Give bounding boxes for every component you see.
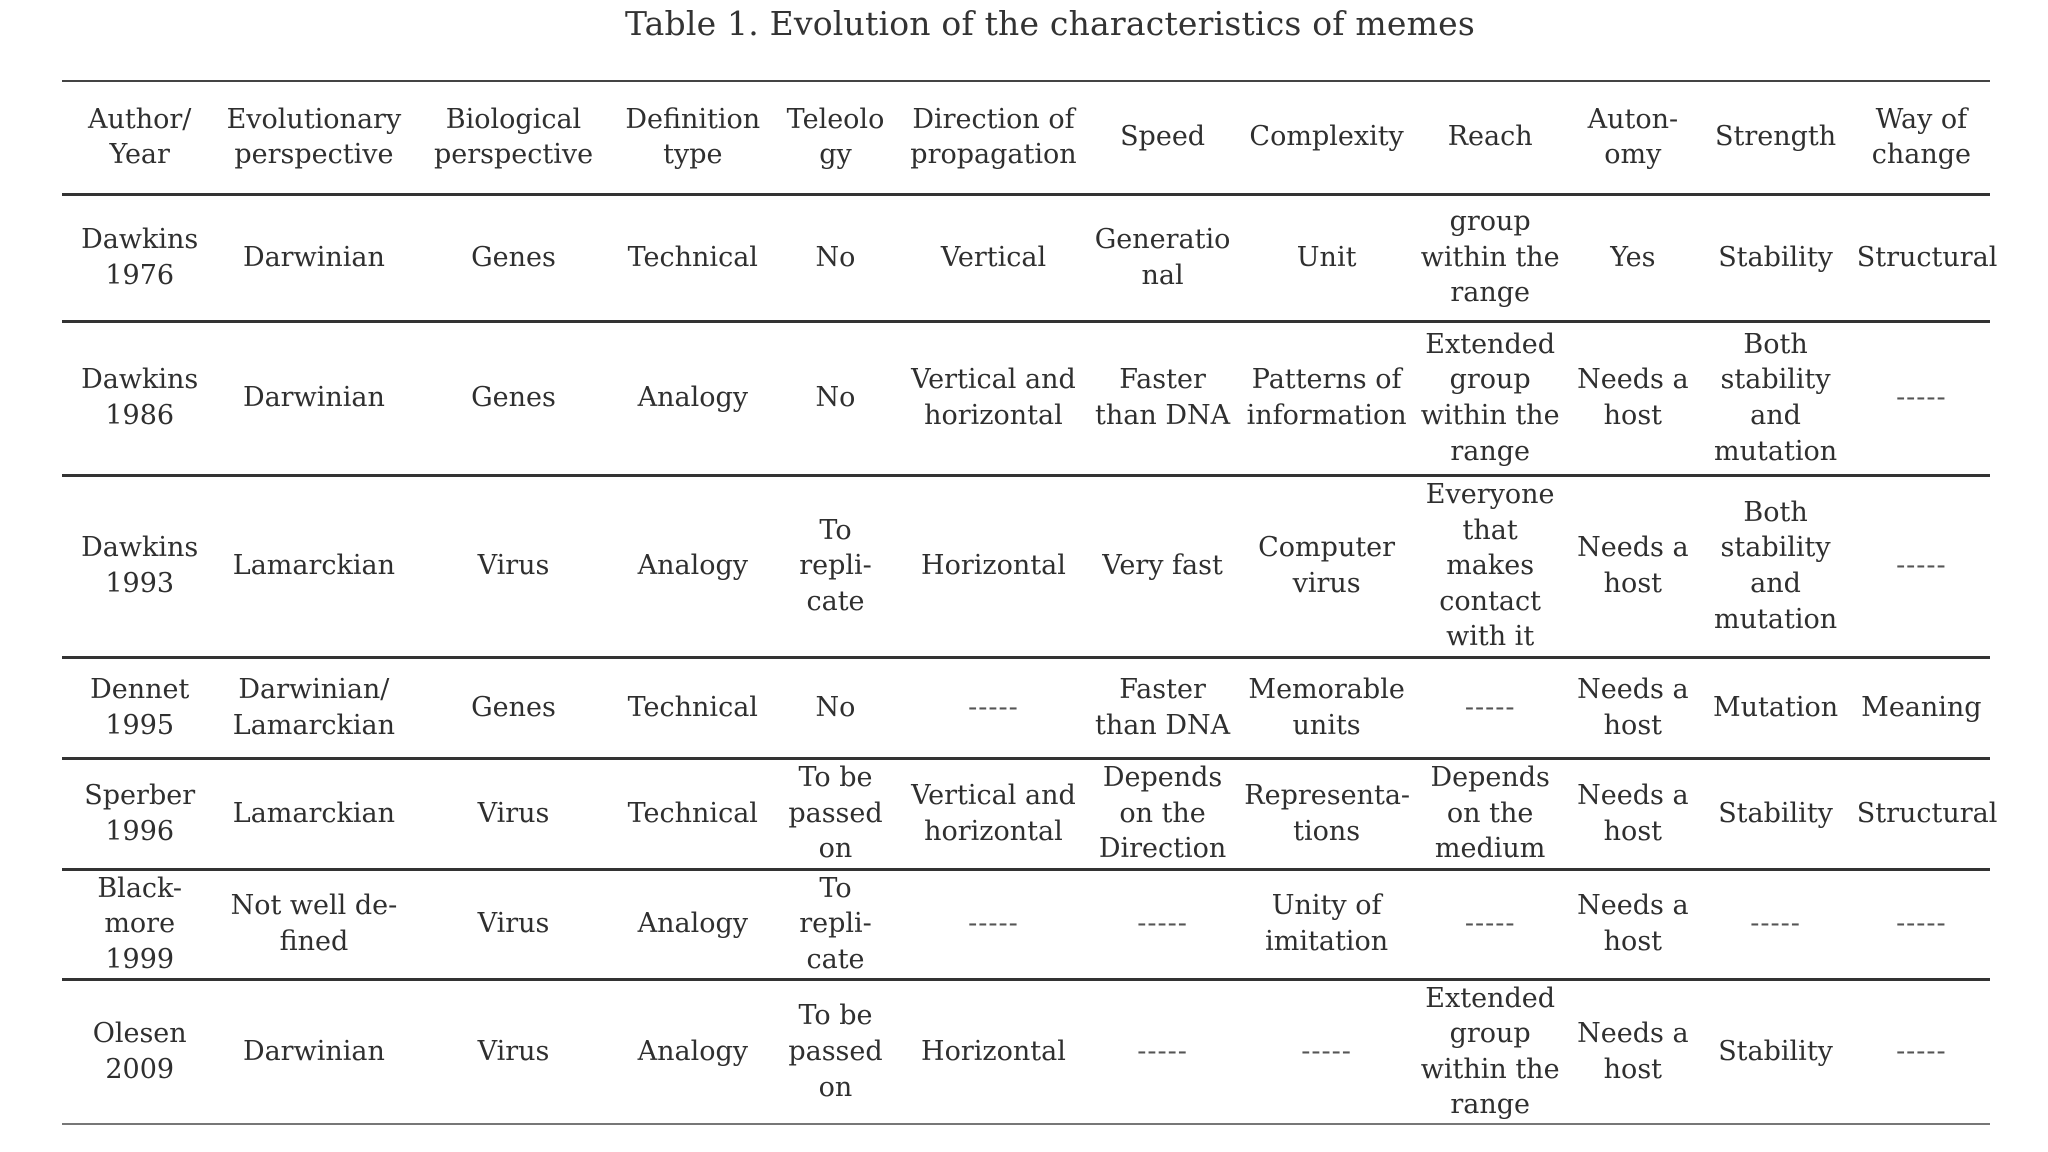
cell-author-year: Dennet 1995 (90, 673, 190, 741)
cell-direction-of-propagation: ----- (968, 691, 1019, 723)
cell-autonomy: Needs a host (1577, 1018, 1689, 1085)
cell-definition-type: Analogy (637, 550, 748, 582)
header-complexity: Complexity (1249, 121, 1404, 153)
header-evolutionary-perspective: Evolutionary perspective (226, 103, 402, 171)
header-biological-perspective: Biological perspective (433, 103, 594, 171)
cell-complexity: Memorable units (1248, 673, 1405, 741)
table-row (62, 194, 1990, 321)
cell-evolutionary-perspective: Lamarckian (232, 797, 396, 829)
cell-evolutionary-perspective: Darwinian (242, 241, 385, 273)
cell-autonomy: Needs a host (1577, 779, 1689, 847)
header-author-year: Author/ Year (88, 103, 192, 171)
cell-autonomy: Needs a host (1577, 890, 1689, 957)
cell-complexity: Computer virus (1258, 532, 1396, 599)
cell-author-year: Dawkins 1976 (81, 223, 199, 291)
cell-way-of-change: ----- (1896, 908, 1947, 940)
cell-complexity: Representa- tions (1244, 779, 1411, 847)
cell-teleology: No (815, 241, 856, 273)
cell-biological-perspective: Genes (471, 382, 556, 414)
cell-reach: ----- (1464, 691, 1516, 723)
cell-way-of-change: Meaning (1861, 691, 1982, 723)
cell-way-of-change: Structural (1856, 797, 1998, 829)
cell-complexity: Unity of imitation (1265, 890, 1389, 957)
cell-complexity: Patterns of information (1246, 364, 1407, 431)
cell-autonomy: Yes (1610, 241, 1656, 273)
cell-speed: Very fast (1102, 550, 1223, 582)
cell-reach: Everyone that makes contact with it (1425, 478, 1555, 653)
table-row (62, 321, 1990, 475)
cell-speed: ----- (1137, 908, 1188, 940)
cell-teleology: To be passed on (788, 762, 883, 865)
table-body (62, 194, 1998, 1124)
cell-complexity: ----- (1301, 1035, 1352, 1067)
header-direction-of-propagation: Direction of propagation (910, 103, 1077, 171)
cell-definition-type: Analogy (637, 1035, 748, 1067)
cell-direction-of-propagation: Vertical and horizontal (911, 779, 1076, 847)
cell-direction-of-propagation: Horizontal (921, 550, 1066, 582)
header-definition-type: Definition type (625, 103, 761, 171)
header-strength: Strength (1714, 121, 1837, 153)
cell-teleology: To repli- cate (799, 872, 872, 975)
cell-speed: Generatio nal (1094, 223, 1231, 291)
cell-autonomy: Needs a host (1577, 673, 1689, 741)
cell-speed: Depends on the Direction (1098, 762, 1227, 865)
cell-strength: Mutation (1713, 691, 1839, 723)
cell-way-of-change: ----- (1896, 1035, 1947, 1067)
cell-teleology: No (815, 382, 856, 414)
cell-author-year: Black- more 1999 (97, 872, 183, 975)
cell-strength: Both stability and mutation (1714, 496, 1838, 635)
cell-direction-of-propagation: ----- (968, 908, 1019, 940)
header-teleology: Teleolo gy (786, 103, 885, 171)
cell-definition-type: Analogy (637, 382, 748, 414)
table-row (62, 758, 1990, 869)
cell-biological-perspective: Virus (477, 908, 550, 940)
cell-reach: group within the range (1420, 206, 1560, 309)
table-row (62, 475, 1990, 657)
cell-direction-of-propagation: Vertical and horizontal (911, 364, 1076, 431)
cell-biological-perspective: Genes (471, 241, 556, 273)
cell-reach: Extended group within the range (1420, 328, 1560, 467)
table-header-row (62, 81, 1990, 194)
cell-evolutionary-perspective: Darwinian/ Lamarckian (232, 673, 396, 741)
cell-way-of-change: Structural (1856, 241, 1998, 273)
cell-evolutionary-perspective: Not well de- fined (230, 890, 398, 957)
cell-reach: Depends on the medium (1430, 762, 1550, 865)
cell-definition-type: Technical (627, 797, 758, 829)
cell-way-of-change: ----- (1896, 382, 1947, 414)
cell-biological-perspective: Virus (477, 797, 550, 829)
cell-evolutionary-perspective: Lamarckian (232, 550, 396, 582)
cell-strength: ----- (1750, 908, 1801, 940)
cell-way-of-change: ----- (1896, 550, 1947, 582)
header-speed: Speed (1120, 121, 1206, 153)
header-way-of-change: Way of change (1871, 103, 1972, 171)
cell-autonomy: Needs a host (1577, 532, 1689, 599)
cell-direction-of-propagation: Vertical (940, 241, 1047, 273)
cell-author-year: Sperber 1996 (84, 779, 196, 847)
table-row (62, 869, 1990, 979)
cell-complexity: Unit (1296, 241, 1357, 273)
cell-speed: Faster than DNA (1095, 673, 1231, 741)
memes-characteristics-table (62, 80, 1998, 1125)
cell-author-year: Dawkins 1993 (81, 532, 199, 599)
cell-biological-perspective: Virus (477, 550, 550, 582)
table-caption: Table 1. Evolution of the characteristics of memes (624, 4, 1475, 43)
table-row (62, 657, 1990, 758)
cell-definition-type: Technical (627, 691, 758, 723)
cell-author-year: Dawkins 1986 (81, 364, 199, 431)
cell-teleology: No (815, 691, 856, 723)
cell-teleology: To be passed on (788, 1000, 883, 1103)
cell-speed: Faster than DNA (1095, 364, 1231, 431)
cell-reach: Extended group within the range (1420, 982, 1560, 1121)
cell-teleology: To repli- cate (799, 514, 872, 617)
cell-definition-type: Technical (627, 241, 758, 273)
header-reach: Reach (1447, 121, 1533, 153)
cell-strength: Both stability and mutation (1714, 328, 1838, 467)
cell-speed: ----- (1137, 1035, 1188, 1067)
cell-direction-of-propagation: Horizontal (921, 1035, 1066, 1067)
cell-definition-type: Analogy (637, 908, 748, 940)
cell-reach: ----- (1464, 908, 1516, 940)
cell-autonomy: Needs a host (1577, 364, 1689, 431)
cell-biological-perspective: Virus (477, 1035, 550, 1067)
header-autonomy: Auton- omy (1587, 103, 1679, 171)
cell-evolutionary-perspective: Darwinian (242, 1035, 385, 1067)
cell-biological-perspective: Genes (471, 691, 556, 723)
cell-strength: Stability (1718, 797, 1833, 829)
cell-strength: Stability (1718, 1035, 1833, 1067)
cell-strength: Stability (1718, 241, 1833, 273)
cell-evolutionary-perspective: Darwinian (242, 382, 385, 414)
table-row (62, 979, 1990, 1124)
cell-author-year: Olesen 2009 (92, 1018, 187, 1085)
